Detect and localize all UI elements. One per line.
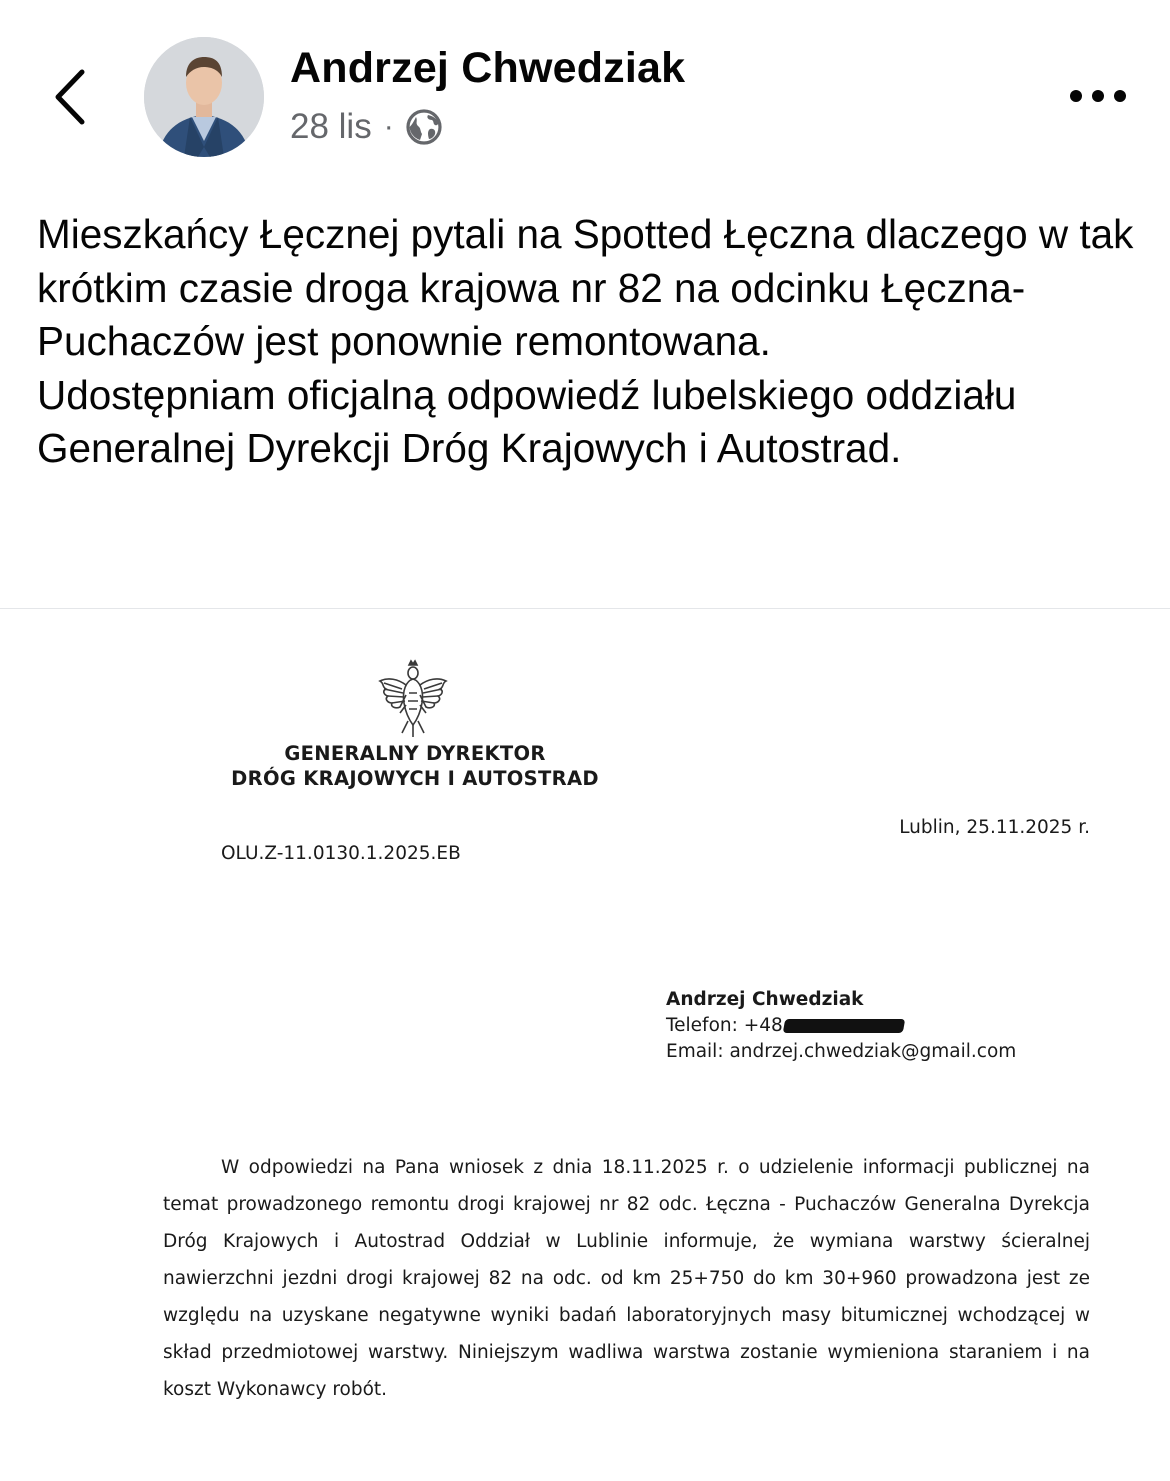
globe-icon [406,109,442,145]
document-body: W odpowiedzi na Pana wniosek z dnia 18.11.2025 r. o udzielenie informacji publicznej na temat prowadzonego remontu drogi krajowej nr 82 odc. Łęczna - Puchaczów Generalna Dyrekcja Dróg Krajowych i Autostrad Oddział w Lublinie informuje, że wymiana warstwy ścieralnej nawierzchni jezdni drogi krajowej 82 na odc. od km 25+750 do km 30+960 prowadzona jest ze względu na uzyskane negatywne wyniki badań laboratoryjnych masy bitumicznej wchodzącej w skład przedmiotowej warstwy. Niniejszym wadliwa warstwa zostanie wymieniona staraniem i na koszt Wykonawcy robót. [163,1157,1090,1400]
avatar[interactable] [144,37,264,157]
attached-document-image[interactable] [0,609,1170,1481]
more-options-button[interactable] [1066,84,1130,108]
chevron-left-icon [48,62,104,132]
document-place-date: Lublin, 25.11.2025 r. [899,817,1090,838]
post-paragraph: Mieszkańcy Łęcznej pytali na Spotted Łęczna dlaczego w tak krótkim czasie droga krajowa nr 82 na odcinku Łęczna-Puchaczów jest ponownie remontowana. [37,211,1134,365]
redaction-mark [783,1019,905,1033]
addressee-block [666,987,1016,1065]
post-header [0,0,1170,190]
addressee-phone-label: Telefon: +48 [666,1015,783,1036]
author-name[interactable]: Andrzej Chwedziak [290,44,686,92]
issuer-line-1: GENERALNY DYREKTOR [284,742,546,765]
issuer-heading [200,741,630,791]
back-button[interactable] [48,62,104,132]
addressee-name: Andrzej Chwedziak [666,989,864,1010]
document-reference-number: OLU.Z-11.0130.1.2025.EB [221,843,461,864]
post-date[interactable]: 28 lis [290,107,372,146]
post-paragraph: Udostępniam oficjalną odpowiedź lubelskiego oddziału Generalnej Dyrekcji Dróg Krajowych i Autostrad. [37,371,1017,472]
meta-separator: · [383,110,394,143]
addressee-phone [666,1013,1016,1039]
issuer-line-2: DRÓG KRAJOWYCH I AUTOSTRAD [231,767,599,790]
polish-eagle-emblem-icon [376,659,450,739]
more-horizontal-icon [1066,84,1130,108]
addressee-email: Email: andrzej.chwedziak@gmail.com [666,1041,1017,1062]
post-text [37,208,1137,476]
post-meta [290,104,442,150]
